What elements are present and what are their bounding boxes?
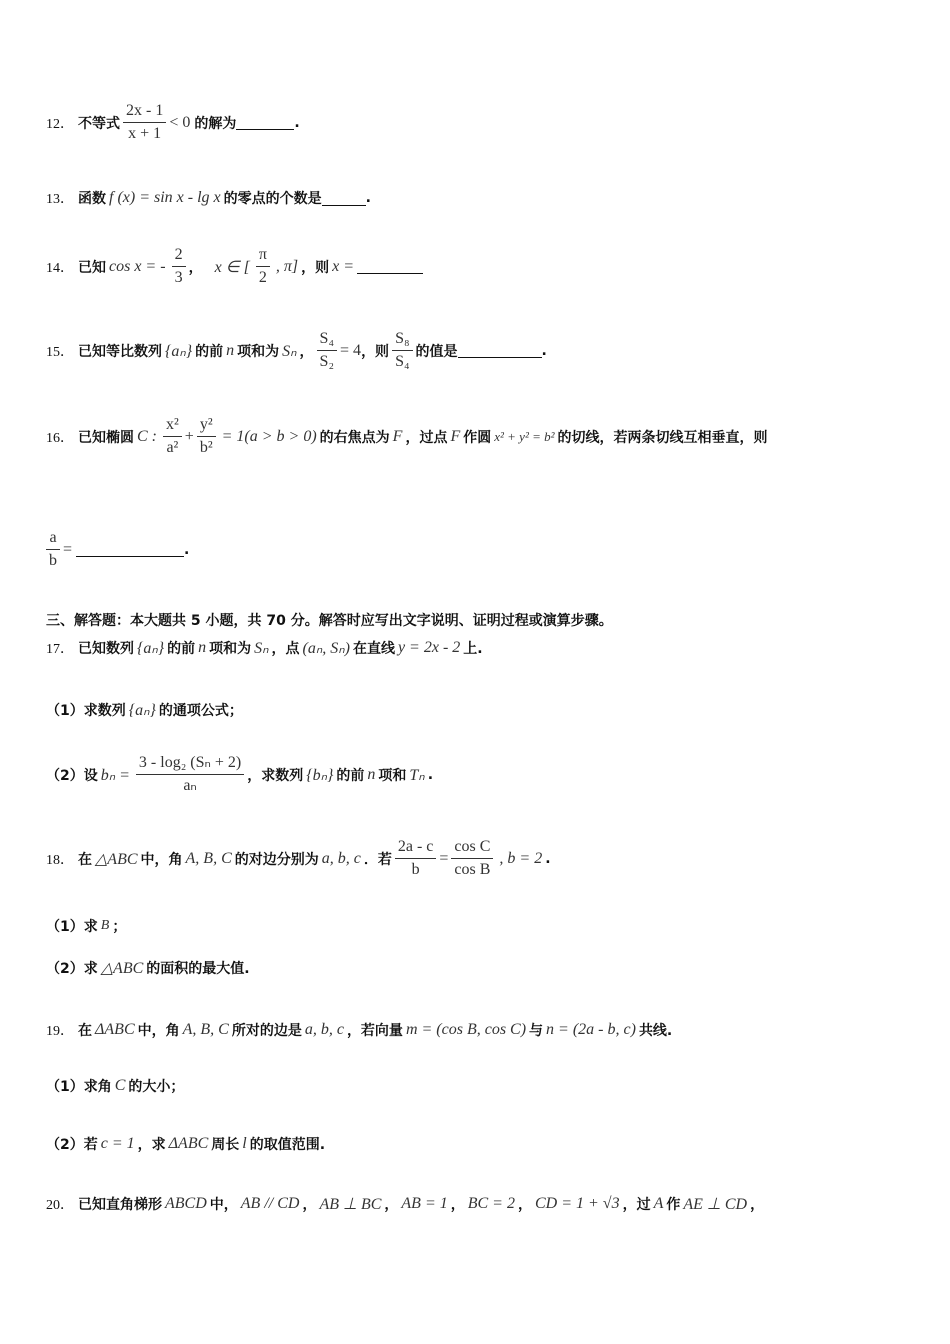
answer-blank <box>76 542 184 557</box>
question-18-part-2: （2）求 △ABC 的面积的最大值. <box>46 960 250 977</box>
question-14: 14． 已知 cos x = - $\frac{2}{3}$ ， x ∈ [ $\frac{\pi}{2}$ , π] ，则 x = <box>46 244 423 289</box>
question-15: 15． 已知等比数列 {aₙ} 的前 n 项和为 Sₙ ， $\frac{\text{S₄}}{\text{S₂}}$ = 4 ，则 $\frac{\text{S₈}}{\text{S₄}}$ 的值是 . <box>46 328 547 373</box>
fraction: $\frac{\text{x²}}{\text{a²}}$ <box>163 414 182 459</box>
question-number: 13． <box>46 192 74 207</box>
question-number: 14． <box>46 260 74 276</box>
fraction: $\frac{\text{3 - log₂ (Sₙ + 2)}}{\text{aₙ}}$ <box>136 752 244 797</box>
question-13: 13． 函数 f (x) = sin x - lg x 的零点的个数是 . <box>46 189 371 207</box>
question-number: 19． <box>46 1024 74 1039</box>
question-number: 16． <box>46 430 74 446</box>
question-17: 17． 已知数列 {aₙ} 的前 n 项和为 Sₙ ，点 (aₙ, Sₙ) 在直线 y = 2x - 2 上. <box>46 639 483 657</box>
question-12: 12． 不等式 $\frac{2x - 1}{x + 1}$ < 0 的解为 . <box>46 100 300 145</box>
question-18-part-1: （1）求 B ； <box>46 918 127 935</box>
question-number: 15． <box>46 344 74 360</box>
question-number: 12． <box>46 116 74 132</box>
question-number: 18． <box>46 852 74 868</box>
fraction: $\frac{a}{b}$ <box>46 527 60 572</box>
question-18: 18． 在 △ABC 中，角 A, B, C 的对边分别为 a, b, c ．若 $\frac{2a - c}{b}$ = $\frac{\text{cos C}}{\text{cos B}}$ , b = 2 . <box>46 836 551 881</box>
question-19-part-1: （1）求角 C 的大小； <box>46 1077 185 1095</box>
question-number: 20． <box>46 1198 74 1213</box>
section-heading: 三、解答题：本大题共 5 小题，共 70 分。解答时应写出文字说明、证明过程或演算步骤。 <box>46 613 613 629</box>
question-19-part-2: （2）若 c = 1 ，求 ΔABC 周长 l 的取值范围. <box>46 1135 326 1153</box>
question-number: 17． <box>46 642 74 657</box>
fraction: $\frac{\text{y²}}{\text{b²}}$ <box>197 414 216 459</box>
fraction: $\frac{\text{S₄}}{\text{S₂}}$ <box>317 328 337 373</box>
fraction: $\frac{\text{S₈}}{\text{S₄}}$ <box>392 328 412 373</box>
fraction: $\frac{2a - c}{b}$ <box>395 836 437 881</box>
fraction: $\frac{2}{3}$ <box>172 244 186 289</box>
answer-blank <box>458 343 542 358</box>
question-20: 20． 已知直角梯形 ABCD 中， AB // CD ， AB ⊥ BC ， AB = 1 ， BC = 2 ， CD = 1 + √3 ，过 A 作 AE ⊥ CD ， <box>46 1195 765 1213</box>
answer-blank <box>322 191 366 206</box>
answer-blank <box>357 259 423 274</box>
answer-blank <box>236 115 294 130</box>
question-19: 19． 在 ΔABC 中，角 A, B, C 所对的边是 a, b, c ，若向量 m = (cos B, cos C) 与 n = (2a - b, c) 共线. <box>46 1021 673 1039</box>
function-expression: f (x) = sin x - lg x <box>109 189 221 206</box>
question-17-part-1: （1）求数列 {aₙ} 的通项公式； <box>46 702 243 719</box>
question-16-answer: $\frac{a}{b}$ = . <box>46 527 189 572</box>
question-16: 16． 已知椭圆 C : $\frac{\text{x²}}{\text{a²}}$ + $\frac{\text{y²}}{\text{b²}}$ = 1(a > b > 0) 的右焦点为 F ，过点 F 作圆 x² + y² = b² 的切线，若两条切线互相垂直，则 <box>46 414 768 459</box>
fraction: $\frac{\text{cos C}}{\text{cos B}}$ <box>451 836 493 881</box>
question-17-part-2: （2）设 bₙ = $\frac{\text{3 - log₂ (Sₙ + 2)}}{\text{aₙ}}$ ，求数列 {bₙ} 的前 n 项和 Tₙ . <box>46 752 433 797</box>
fraction: $\frac{2x - 1}{x + 1}$ <box>123 100 166 145</box>
fraction: $\frac{\pi}{2}$ <box>256 244 270 289</box>
